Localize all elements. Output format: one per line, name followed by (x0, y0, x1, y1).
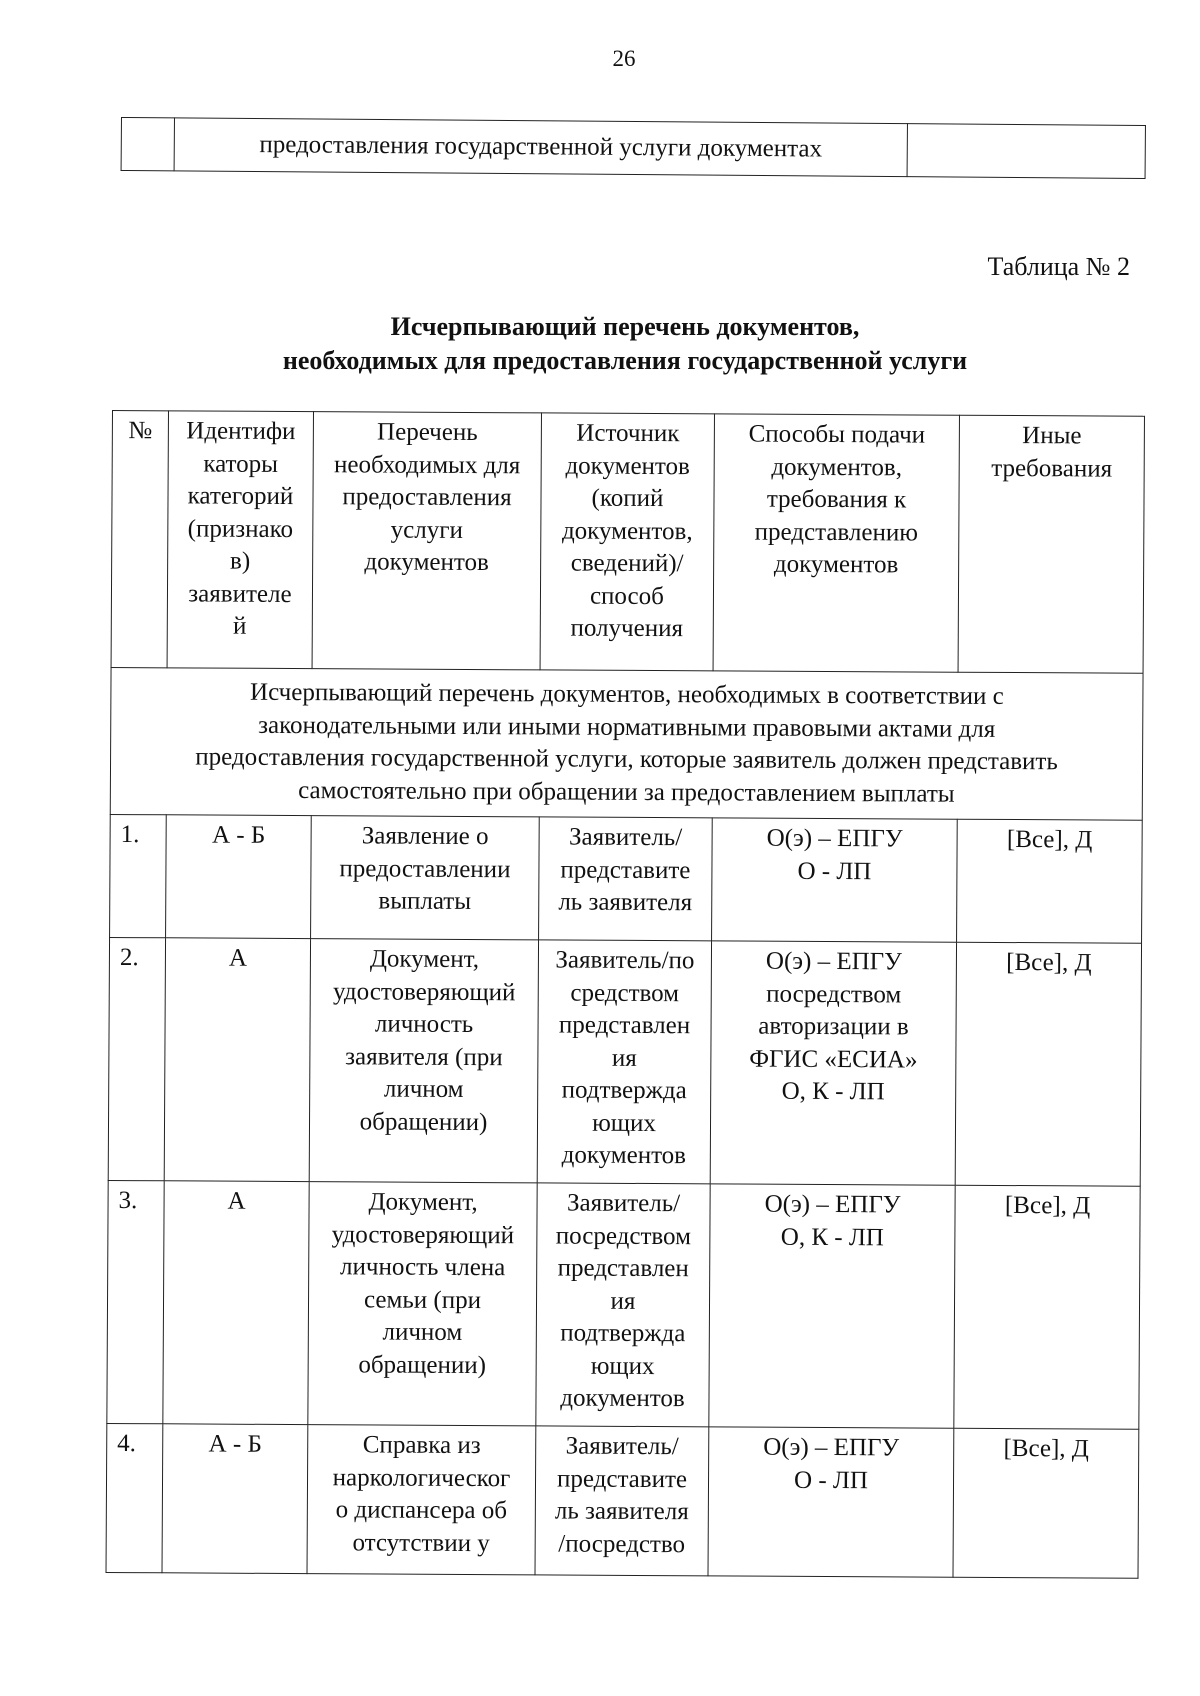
row-number: 4. (106, 1423, 163, 1572)
row-number: 3. (107, 1180, 164, 1423)
row-category: А (164, 938, 310, 1182)
row-submission: О(э) – ЕПГУ О - ЛП (712, 818, 958, 942)
row-source: Заявитель/ представите ль заявителя /посредство (535, 1426, 709, 1576)
header-source: Источник документов (копий документов, сведений)/ способ получения (540, 413, 714, 671)
row-number: 2. (108, 937, 165, 1180)
row-other: [Все], Д (953, 1428, 1139, 1578)
header-submission: Способы подачи документов, требования к представлению документов (713, 414, 959, 672)
row-submission: О(э) – ЕПГУ посредством авторизации в ФГИС «ЕСИА» О, К - ЛП (710, 941, 956, 1185)
table-heading (60, 310, 1190, 378)
continued-cell-number (121, 118, 174, 171)
row-document: Документ, удостоверяющий личность заявителя (при личном обращении) (309, 939, 538, 1183)
row-number: 1. (110, 814, 167, 937)
row-document: Справка из наркологическог о диспансера об отсутствии у (307, 1425, 536, 1575)
page-number: 26 (612, 46, 636, 71)
row-other: [Все], Д (957, 819, 1143, 943)
table-header-row (111, 411, 1144, 674)
table-heading-line2: необходимых для предоставления государственной услуги (282, 346, 968, 375)
row-submission: О(э) – ЕПГУ О, К - ЛП (709, 1184, 955, 1428)
table-row (108, 937, 1141, 1186)
continued-cell-text: предоставления государственной услуги документах (174, 118, 908, 177)
table-row (107, 1180, 1140, 1429)
table-heading-line1: Исчерпывающий перечень документов, (390, 312, 860, 341)
row-source: Заявитель/по средством представлен ия подтвержда ющих документов (537, 940, 711, 1184)
table-row (106, 1423, 1139, 1578)
row-category: А - Б (166, 815, 312, 939)
header-other: Иные требования (958, 415, 1144, 673)
row-source: Заявитель/ посредством представлен ия подтвержда ющих документов (536, 1183, 710, 1427)
continued-table-row (121, 118, 1145, 179)
header-category: Идентифи каторы категорий (признако в) заявителе й (167, 411, 313, 669)
row-category: А (163, 1181, 309, 1425)
table-caption: Таблица № 2 (987, 252, 1130, 281)
header-document: Перечень необходимых для предоставления услуги документов (312, 412, 541, 670)
row-other: [Все], Д (955, 942, 1141, 1186)
documents-table (106, 410, 1145, 1579)
continued-table (121, 117, 1146, 179)
row-document: Заявление о предоставлении выплаты (311, 816, 540, 940)
row-other: [Все], Д (954, 1185, 1140, 1429)
section-row (110, 667, 1143, 820)
row-category: А - Б (162, 1424, 308, 1574)
table-row (110, 814, 1143, 943)
row-document: Документ, удостоверяющий личность члена семьи (при личном обращении) (308, 1182, 537, 1426)
row-source: Заявитель/ представите ль заявителя (539, 817, 713, 941)
continued-cell-other (907, 124, 1145, 179)
row-submission: О(э) – ЕПГУ О - ЛП (708, 1427, 954, 1577)
header-number: № (111, 411, 168, 668)
section-title: Исчерпывающий перечень документов, необходимых в соответствии с законодательными или иными нормативными правовыми актами для предоставления государственной услуги, которые заявитель должен представить самостоятельно при обращении за предоставлением выплаты (110, 667, 1143, 820)
